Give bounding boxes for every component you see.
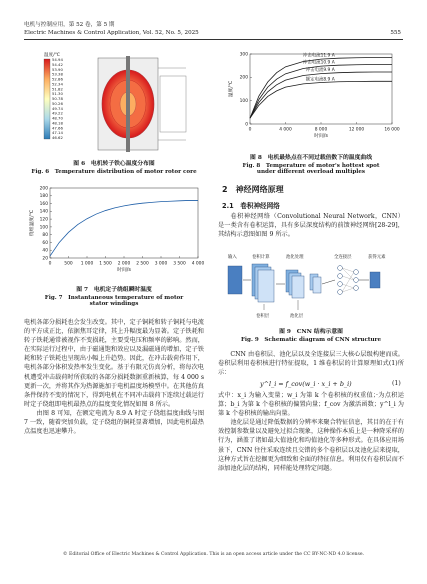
x-tick-label: 500 bbox=[64, 261, 73, 267]
page-number: 555 bbox=[390, 30, 401, 36]
x-tick-label: 1 000 bbox=[80, 261, 94, 267]
section2-paragraph-1-wrap bbox=[218, 212, 404, 239]
fig7-caption-cn: 图 7 电机定子绕组瞬时温度 bbox=[76, 287, 152, 293]
x-tick-label: 4 000 bbox=[191, 261, 204, 267]
formula-1: y^l_i = f_cov(w_i · x_i + b_i) bbox=[260, 380, 352, 388]
y-tick-label: 180 bbox=[39, 194, 48, 200]
fig6-caption-en: Fig. 6 Temperature distribution of motor rotor core bbox=[31, 169, 197, 175]
fig6-legend-value: 51.30 bbox=[52, 91, 63, 97]
y-tick-label: 300 bbox=[239, 52, 248, 58]
y-axis-label: 温度/℃ bbox=[229, 80, 234, 98]
section-title: 2 神经网络原理 bbox=[222, 185, 284, 194]
fig6-legend-value: 50.26 bbox=[52, 100, 63, 106]
header-rule bbox=[24, 39, 403, 40]
series-line bbox=[250, 81, 392, 118]
left-paragraph-1: 电机各部分损耗也会发生改变。其中，定子铜耗和转子铜耗与电流的平方成正比，依据焦耳定律，其上升幅度最为显著。定子铁耗和转子铁耗通常被视作不变损耗，主要受电压和频率的影响。然而，在实际运行过程中，由于磁通饱和效应以及漏磁通的增加，定子铁耗和转子铁耗也呈现出小幅上升趋势。因此，在冲击载荷作用下，电机各部分体积发热率发生变化。基于有限元仿真分析，将每次电机遭受冲击载荷时所获取的各部分损耗数据重新核算，每 4 000 s 更新一次，并将其作为热源施加于电机温度场模型中。在其他仿真条件保持不变的情况下，得到电机在不同冲击载荷下连续过载运行时定子绕组即电机最热点的温度变化情况如图 8 所示。 bbox=[24, 319, 204, 408]
license-footer: © Editorial Office of Electric Machines & Control Application. This is an open access article under the CC BY-NC-ND 4.0 license. bbox=[62, 552, 365, 557]
y-tick-label: 20 bbox=[42, 256, 48, 262]
section2-paragraph-2: CNN 由卷积层、池化层以及全连接层三大核心层级构建而成。卷积层利用卷积核进行特征提取，1 维卷积层的计算原理如式(1)所示： bbox=[218, 351, 404, 377]
fig6-legend-value: 52.86 bbox=[52, 76, 63, 82]
y-tick-label: 140 bbox=[39, 209, 48, 215]
y-tick-label: 120 bbox=[39, 217, 48, 223]
series-label: 冲击电流11.9 A bbox=[303, 53, 335, 59]
y-tick-label: 100 bbox=[239, 99, 248, 105]
formula-1-number: (1) bbox=[392, 380, 401, 387]
left-paragraph-2: 由图 8 可知，在额定电流为 8.9 A 时定子绕组温度曲线与图 7 一致，随着突加负载，定子绕组的铜耗显著增加，因此电机最热点温度也迅速攀升。 bbox=[24, 409, 204, 436]
x-tick-label: 16 000 bbox=[384, 127, 400, 133]
fig6-legend-value: 54.42 bbox=[52, 61, 63, 67]
fig8-chart bbox=[222, 48, 402, 148]
fig9-label-out: 获得元素 bbox=[368, 255, 386, 260]
fig9-label-conv: 卷积计算 bbox=[252, 255, 270, 260]
x-tick-label: 0 bbox=[248, 127, 252, 133]
x-tick-label: 2 500 bbox=[136, 261, 149, 267]
fig9-label-pool-layer: 池化层 bbox=[290, 314, 304, 319]
fig6-legend-value: 49.22 bbox=[52, 110, 63, 116]
fig6-legend-values bbox=[52, 57, 63, 140]
fig6-rotor-temperature-image bbox=[36, 48, 206, 156]
fig7-caption-en-2: stator windings bbox=[89, 301, 139, 307]
fig9-label-pool: 池化处理 bbox=[286, 255, 304, 260]
y-tick-label: 40 bbox=[42, 248, 48, 254]
y-axis-label: 绕组温度/℃ bbox=[30, 209, 35, 237]
x-tick-label: 8 000 bbox=[314, 127, 328, 133]
fig9-caption-cn: 图 9 CNN 结构示意图 bbox=[279, 329, 343, 335]
fig8-caption-cn: 图 8 电机最热点在不同过载倍数下的温度曲线 bbox=[250, 155, 372, 161]
fig6-legend-title: 温度/℃ bbox=[44, 53, 60, 58]
section2-paragraph-4: 池化层是通过降低数据的分辨率来聚合特征信息，其目的在于有效控制参数量以及避免过拟合现象，这种操作本质上是一种降采样的行为，涵盖了诸如最大值池化和均值池化等多种形式。在具体应用场景下，CNN 往往采取连续且交错的多个卷积层以及池化层来提取，这种方式旨在挖掘更为细致和全面的特征信息。利用仅有卷积层而不添加池化层的结构，同样能处理特定问题。 bbox=[218, 419, 404, 472]
fig8-caption-en-1: Fig. 8 Temperature of motor's hottest spot bbox=[242, 163, 380, 169]
x-axis-label: 时间/s bbox=[314, 133, 328, 139]
section2-body-2 bbox=[218, 391, 404, 473]
x-axis-label: 时间/s bbox=[117, 267, 131, 273]
fig9-label-conv-layer: 卷积层 bbox=[256, 314, 270, 319]
fig9-label-input: 输入 bbox=[228, 255, 237, 260]
fig6-legend-value: 46.62 bbox=[52, 135, 63, 140]
series-label: 冲击电流10.9 A bbox=[303, 60, 335, 66]
fig9-conv-stack bbox=[252, 264, 274, 302]
y-tick-label: 200 bbox=[239, 75, 248, 81]
series-line bbox=[50, 200, 198, 256]
series-line bbox=[250, 58, 392, 119]
y-tick-label: 160 bbox=[39, 201, 48, 207]
fig9-input-block bbox=[228, 266, 242, 294]
fig7-chart bbox=[24, 182, 204, 280]
fig6-legend-value: 54.94 bbox=[52, 57, 63, 62]
journal-title-cn: 电机与控制应用，第 52 卷，第 5 期 bbox=[24, 22, 115, 28]
fig9-cnn-diagram bbox=[222, 250, 402, 322]
fig7-caption-en-1: Fig. 7 Instantaneous temperature of motor bbox=[44, 295, 184, 301]
series-label: 额定电流8.9 A bbox=[305, 77, 335, 83]
series-label: 冲击电流9.9 A bbox=[305, 68, 335, 74]
fig9-label-fc: 全连接层 bbox=[334, 255, 352, 260]
subsection-title: 2.1 卷积神经网络 bbox=[222, 202, 280, 210]
x-tick-label: 3 500 bbox=[173, 261, 186, 267]
section2-paragraph-1: 卷积神经网络（Convolutional Neural Network，CNN）是一类含有卷积运算，具有多层深度结构的前馈神经网络[28-29]，其结构示意图如图 9 所示。 bbox=[218, 213, 404, 239]
y-tick-label: 200 bbox=[39, 186, 48, 192]
fig8-caption-en-2: under different overload multiples bbox=[256, 169, 366, 175]
x-tick-label: 0 bbox=[48, 261, 52, 267]
fig6-legend-value: 51.82 bbox=[52, 86, 63, 92]
fig6-legend-value: 48.18 bbox=[52, 120, 63, 126]
fig6-legend-value: 47.66 bbox=[52, 125, 63, 131]
section2-paragraph-3: 式中：x_i 为输入变量；w_i 为第 k 个卷积核的权重值；·为点积运算；b_i 为第 k 个卷积核的偏置向量；f_cov 为激活函数；y^l_i 为第 k 个卷积核的输出向量。 bbox=[218, 392, 404, 418]
x-tick-label: 1 500 bbox=[99, 261, 112, 267]
y-tick-label: 80 bbox=[42, 233, 48, 239]
fig6-legend-value: 47.14 bbox=[52, 130, 63, 136]
fig6-legend-value: 50.78 bbox=[52, 96, 63, 101]
fig6-legend-value: 52.34 bbox=[52, 81, 63, 87]
fig6-legend-value: 53.38 bbox=[52, 71, 63, 77]
fig9-caption-en: Fig. 9 Schematic diagram of CNN structure bbox=[240, 337, 382, 343]
fig6-legend-value: 49.74 bbox=[52, 105, 63, 111]
y-tick-label: 60 bbox=[42, 240, 48, 246]
plot-frame bbox=[50, 188, 198, 258]
journal-title-en: Electric Machines & Control Application, Vol. 52, No. 5, 2025 bbox=[24, 30, 199, 36]
y-tick-label: 100 bbox=[39, 225, 48, 231]
fig9-output-block bbox=[370, 272, 380, 288]
x-tick-label: 4 000 bbox=[279, 127, 292, 133]
fig6-legend-value: 53.90 bbox=[52, 66, 63, 72]
left-body-text bbox=[24, 318, 204, 436]
section2-body bbox=[218, 350, 404, 377]
x-tick-label: 12 000 bbox=[348, 127, 365, 133]
fig6-caption-cn: 图 6 电机转子铁心温度分布图 bbox=[73, 161, 155, 167]
y-tick-label: 0 bbox=[245, 122, 248, 128]
x-tick-label: 2 000 bbox=[117, 261, 131, 267]
x-tick-label: 3 000 bbox=[154, 261, 168, 267]
fig6-legend-value: 48.70 bbox=[52, 115, 63, 121]
